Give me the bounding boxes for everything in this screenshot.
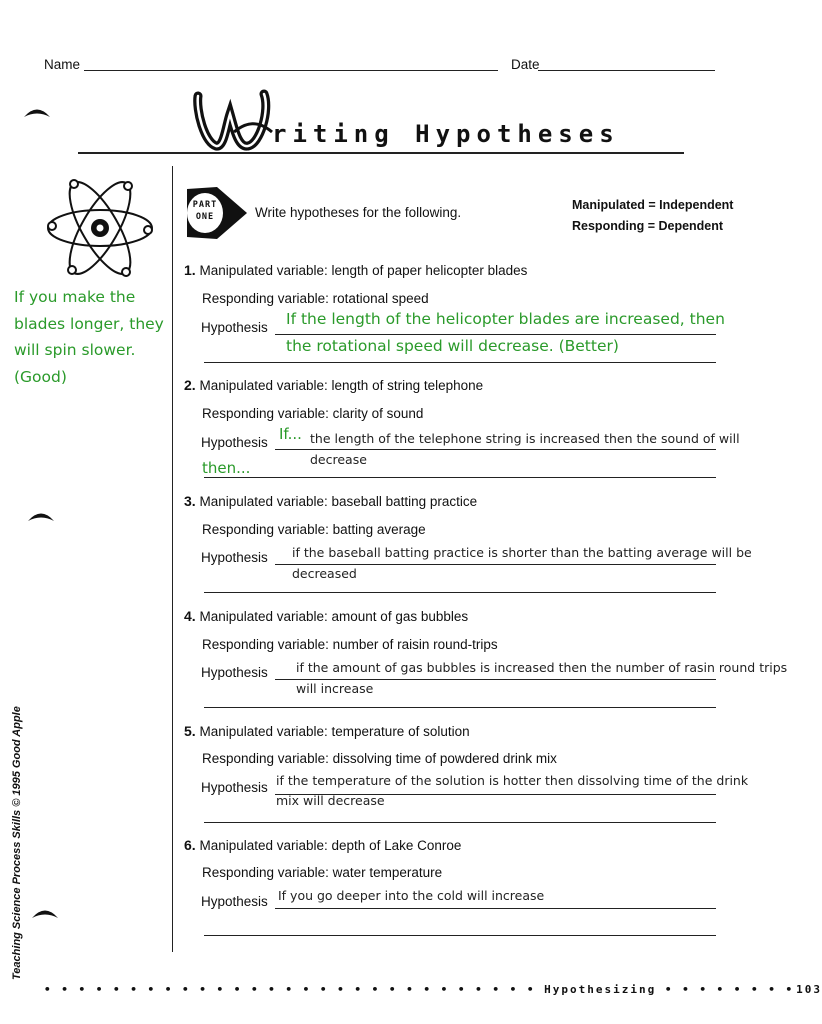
date-label: Date bbox=[511, 57, 540, 72]
hypothesis-2-answer-line2: decrease bbox=[310, 452, 367, 467]
hypothesis-2-answer-line1: the length of the telephone string is increased then the sound of will bbox=[310, 431, 740, 446]
instruction-text: Write hypotheses for the following. bbox=[255, 205, 462, 220]
margin-note-line: If you make the bbox=[14, 288, 136, 306]
hypothesis-6-answer-line1: If you go deeper into the cold will increase bbox=[278, 888, 545, 903]
hypothesis-1-answer-line2: the rotational speed will decrease. (Better) bbox=[286, 337, 619, 355]
hypothesis-4-answer-line1: if the amount of gas bubbles is increased then the number of rasin round trips bbox=[296, 660, 788, 675]
hypothesis-3-answer-line2: decreased bbox=[292, 566, 357, 581]
question-2-manipulated bbox=[184, 377, 483, 393]
hypothesis-label: Hypothesis bbox=[201, 435, 268, 450]
footer bbox=[44, 983, 822, 996]
question-number: 2. bbox=[184, 377, 196, 393]
margin-note-line: blades longer, they bbox=[14, 314, 164, 333]
hole-punch-icon bbox=[26, 508, 56, 524]
teacher-note-then: then... bbox=[202, 459, 251, 477]
hypothesis-5-answer-line1: if the temperature of the solution is hotter then dissolving time of the drink bbox=[276, 773, 749, 788]
part-badge-line2: ONE bbox=[195, 212, 215, 222]
manipulated-variable: Manipulated variable: depth of Lake Conroe bbox=[199, 838, 462, 853]
question-2-responding: Responding variable: clarity of sound bbox=[202, 406, 424, 421]
question-4-manipulated bbox=[184, 608, 468, 624]
question-6-responding: Responding variable: water temperature bbox=[202, 865, 443, 880]
teacher-note-if: If... bbox=[279, 425, 302, 443]
part-badge-text bbox=[188, 199, 222, 223]
manipulated-variable: Manipulated variable: length of paper helicopter blades bbox=[199, 263, 528, 278]
manipulated-variable: Manipulated variable: temperature of solution bbox=[199, 724, 470, 739]
hole-punch-icon bbox=[30, 905, 60, 921]
footer-dots: • • • • • • • • • • • • • • • • • • • • • • • • • • • • • bbox=[44, 983, 545, 996]
question-1-manipulated bbox=[184, 262, 527, 278]
margin-note-line: (Good) bbox=[14, 367, 67, 386]
name-field[interactable] bbox=[84, 70, 498, 71]
atom-icon bbox=[44, 172, 156, 284]
manipulated-variable: Manipulated variable: baseball batting practice bbox=[199, 494, 478, 509]
hypothesis-label: Hypothesis bbox=[201, 894, 268, 909]
question-3-manipulated bbox=[184, 493, 477, 509]
side-credit-text: Teaching Science Process Skills © 1995 Good Apple bbox=[11, 706, 23, 980]
hole-punch-icon bbox=[22, 104, 52, 120]
question-4-responding: Responding variable: number of raisin round-trips bbox=[202, 637, 498, 652]
hypothesis-3-line-1[interactable] bbox=[275, 564, 716, 565]
hypothesis-6-line-1[interactable] bbox=[275, 908, 716, 909]
date-field[interactable] bbox=[538, 70, 715, 71]
question-6-manipulated bbox=[184, 837, 461, 853]
hypothesis-5-answer-line2: mix will decrease bbox=[276, 793, 385, 808]
question-number: 6. bbox=[184, 837, 196, 853]
hypothesis-1-line-1[interactable] bbox=[275, 334, 716, 335]
hypothesis-label: Hypothesis bbox=[201, 550, 268, 565]
column-divider bbox=[172, 166, 173, 952]
hypothesis-label: Hypothesis bbox=[201, 665, 268, 680]
margin-note-line: will spin slower. bbox=[14, 341, 136, 359]
manipulated-variable: Manipulated variable: amount of gas bubbles bbox=[199, 609, 469, 624]
variable-key-line: Manipulated = Independent bbox=[572, 198, 734, 212]
footer-dots: • • • • • • • • bbox=[656, 983, 795, 996]
hypothesis-label: Hypothesis bbox=[201, 780, 268, 795]
question-number: 4. bbox=[184, 608, 196, 624]
hypothesis-1-answer-line1: If the length of the helicopter blades are increased, then bbox=[286, 310, 725, 328]
title-initial bbox=[194, 86, 276, 154]
question-number: 5. bbox=[184, 723, 196, 739]
question-5-manipulated bbox=[184, 723, 470, 739]
question-number: 1. bbox=[184, 262, 196, 278]
title-rule bbox=[78, 152, 684, 154]
hypothesis-1-line-2[interactable] bbox=[204, 362, 716, 363]
hypothesis-2-line-1[interactable] bbox=[275, 449, 716, 450]
manipulated-variable: Manipulated variable: length of string telephone bbox=[199, 378, 484, 393]
hypothesis-4-line-2[interactable] bbox=[204, 707, 716, 708]
hypothesis-6-line-2[interactable] bbox=[204, 935, 716, 936]
margin-note bbox=[14, 284, 164, 390]
hypothesis-label: Hypothesis bbox=[201, 320, 268, 335]
page-number: 103 bbox=[796, 983, 822, 996]
hypothesis-3-answer-line1: if the baseball batting practice is shorter than the batting average will be bbox=[292, 545, 752, 560]
question-5-responding: Responding variable: dissolving time of powdered drink mix bbox=[202, 751, 557, 766]
question-3-responding: Responding variable: batting average bbox=[202, 522, 426, 537]
name-label: Name bbox=[44, 57, 81, 72]
hypothesis-4-line-1[interactable] bbox=[275, 679, 716, 680]
hypothesis-2-line-2[interactable] bbox=[204, 477, 716, 478]
variable-key bbox=[572, 195, 733, 237]
side-credit bbox=[11, 706, 23, 980]
hypothesis-3-line-2[interactable] bbox=[204, 592, 716, 593]
variable-key-line: Responding = Dependent bbox=[572, 219, 724, 233]
hypothesis-5-line-2[interactable] bbox=[204, 822, 716, 823]
question-number: 3. bbox=[184, 493, 196, 509]
hypothesis-4-answer-line2: will increase bbox=[296, 681, 374, 696]
footer-section: Hypothesizing bbox=[544, 983, 657, 996]
page-title: riting Hypotheses bbox=[272, 120, 620, 148]
part-badge-line1: PART bbox=[192, 200, 218, 210]
question-1-responding: Responding variable: rotational speed bbox=[202, 291, 429, 306]
